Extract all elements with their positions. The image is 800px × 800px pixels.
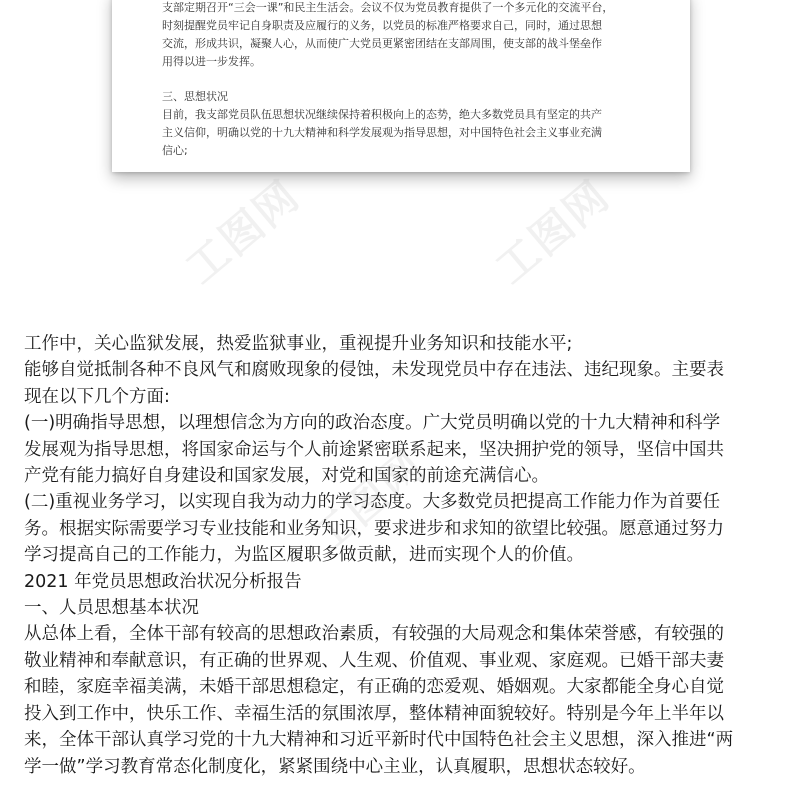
preview-section-heading: 三、思想状况 (162, 90, 228, 103)
body-line: 学习提高自己的工作能力，为监区履职多做贡献，进而实现个人的价值。 (24, 545, 584, 566)
preview-line: 交流，形成共识，凝聚人心，从而使广大党员更紧密团结在支部周围，使支部的战斗堡垒作 (162, 37, 602, 50)
watermark: 工图网 (486, 170, 619, 294)
body-line: 工作中，关心监狱发展，热爱监狱事业，重视提升业务知识和技能水平; (24, 334, 573, 354)
preview-line: 支部定期召开“三会一课”和民主生活会。会议不仅为党员教育提供了一个多元化的交流平台， (162, 1, 614, 14)
body-line: 来，全体干部认真学习党的十九大精神和习近平新时代中国特色社会主义思想，深入推进“两 (24, 730, 734, 751)
preview-line: 主义信仰，明确以党的十九大精神和科学发展观为指导思想，对中国特色社会主义事业充满 (162, 126, 602, 139)
preview-line: 时刻提醒党员牢记自身职责及应履行的义务，以党员的标准严格要求自己，同时，通过思想 (162, 19, 602, 32)
body-line: 务。根据实际需要学习专业技能和业务知识，要求进步和求知的欲望比较强。愿意通过努力 (24, 518, 724, 539)
body-line: (二)重视业务学习，以实现自我为动力的学习态度。大多数党员把提高工作能力作为首要任 (24, 492, 721, 513)
watermark: 工图网 (176, 170, 309, 294)
preview-line: 用得以进一步发挥。 (162, 55, 261, 68)
body-line: 能够自觉抵制各种不良风气和腐败现象的侵蚀，未发现党员中存在违法、违纪现象。主要表 (24, 360, 724, 381)
preview-text-block (162, 0, 652, 160)
body-line: 现在以下几个方面: (24, 386, 170, 407)
report-title: 2021 年党员思想政治状况分析报告 (24, 571, 302, 592)
body-line: 从总体上看，全体干部有较高的思想政治素质，有较强的大局观念和集体荣誉感，有较强的 (24, 624, 724, 645)
preview-line: 信心; (162, 144, 188, 157)
body-line: 投入到工作中，快乐工作、幸福生活的氛围浓厚，整体精神面貌较好。特别是今年上半年以 (24, 703, 724, 724)
preview-line: 目前，我支部党员队伍思想状况继续保持着积极向上的态势，绝大多数党员具有坚定的共产 (162, 108, 602, 121)
section-heading: 一、人员思想基本状况 (24, 598, 199, 619)
document-body (24, 331, 784, 780)
body-line: 学一做”学习教育常态化制度化，紧紧围绕中心主业，认真履职，思想状态较好。 (24, 756, 646, 777)
body-line: 敬业精神和奉献意识，有正确的世界观、人生观、价值观、事业观、家庭观。已婚干部夫妻 (24, 650, 724, 671)
body-line: (一)明确指导思想，以理想信念为方向的政治态度。广大党员明确以党的十九大精神和科学 (24, 413, 721, 434)
body-line: 发展观为指导思想，将国家命运与个人前途紧密联系起来，坚决拥护党的领导，坚信中国共 (24, 439, 724, 460)
body-line: 和睦，家庭幸福美满，未婚干部思想稳定，有正确的恋爱观、婚姻观。大家都能全身心自觉 (24, 677, 724, 698)
preview-spacer (162, 71, 652, 88)
watermark: 工图网 (301, 440, 434, 564)
body-line: 产党有能力搞好自身建设和国家发展，对党和国家的前途充满信心。 (24, 466, 549, 487)
document-preview-card (112, 0, 690, 172)
